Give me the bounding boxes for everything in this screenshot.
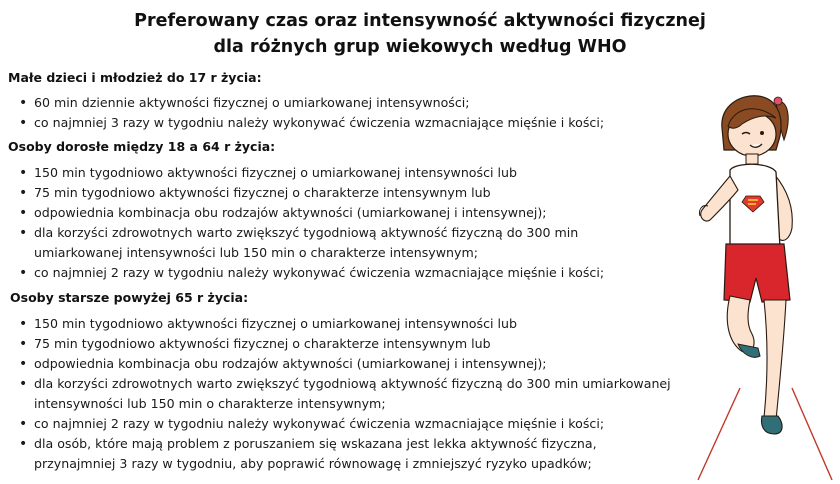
running-girl-icon [680,88,840,480]
list-item: • co najmniej 3 razy w tygodniu należy wykonywać ćwiczenia wzmacniające mięśnie i kości; [14,113,604,133]
section-heading-children: Małe dzieci i młodzież do 17 r życia: [8,70,262,85]
list-item: • 75 min tygodniowo aktywności fizycznej o charakterze intensywnym lub [14,334,671,354]
running-girl-illustration [680,88,840,480]
list-item-line: intensywności lub 150 min o charakterze intensywnym; [34,396,386,411]
list-item: • odpowiednia kombinacja obu rodzajów aktywności (umiarkowanej i intensywnej); [14,354,671,374]
list-item [14,223,604,263]
section-list-adults [14,163,604,283]
list-item: • odpowiednia kombinacja obu rodzajów aktywności (umiarkowanej i intensywnej); [14,203,604,223]
list-item: • co najmniej 2 razy w tygodniu należy wykonywać ćwiczenia wzmacniające mięśnie i kości; [14,414,671,434]
list-item-line: • dla korzyści zdrowotnych warto zwiększyć tygodniową aktywność fizyczną do 300 min umiarkowanej [34,376,671,391]
list-item: • 75 min tygodniowo aktywności fizycznej o charakterze intensywnym lub [14,183,604,203]
list-item-line: przynajmniej 3 razy w tygodniu, aby poprawić równowagę i zmniejszyć ryzyko upadków; [34,456,592,471]
list-item: • 60 min dziennie aktywności fizycznej o umiarkowanej intensywności; [14,93,604,113]
section-heading-seniors: Osoby starsze powyżej 65 r życia: [10,290,249,305]
section-list-seniors [14,314,671,474]
title-line-2: dla różnych grup wiekowych według WHO [213,37,627,57]
page-title [0,8,840,60]
section-heading-adults: Osoby dorosłe między 18 a 64 r życia: [8,139,276,154]
list-item: • co najmniej 2 razy w tygodniu należy wykonywać ćwiczenia wzmacniające mięśnie i kości; [14,263,604,283]
title-line-1: Preferowany czas oraz intensywność aktywności fizycznej [134,11,706,31]
list-item-line: • dla korzyści zdrowotnych warto zwiększyć tygodniową aktywność fizyczną do 300 min [34,225,579,240]
list-item: • 150 min tygodniowo aktywności fizycznej o umiarkowanej intensywności lub [14,314,671,334]
list-item: • 150 min tygodniowo aktywności fizycznej o umiarkowanej intensywności lub [14,163,604,183]
section-list-children [14,93,604,133]
list-item-line: • dla osób, które mają problem z poruszaniem się wskazana jest lekka aktywność fizyczna, [34,436,597,451]
list-item [14,434,671,474]
list-item [14,374,671,414]
list-item-line: umiarkowanej intensywności lub 150 min o charakterze intensywnym; [34,245,479,260]
